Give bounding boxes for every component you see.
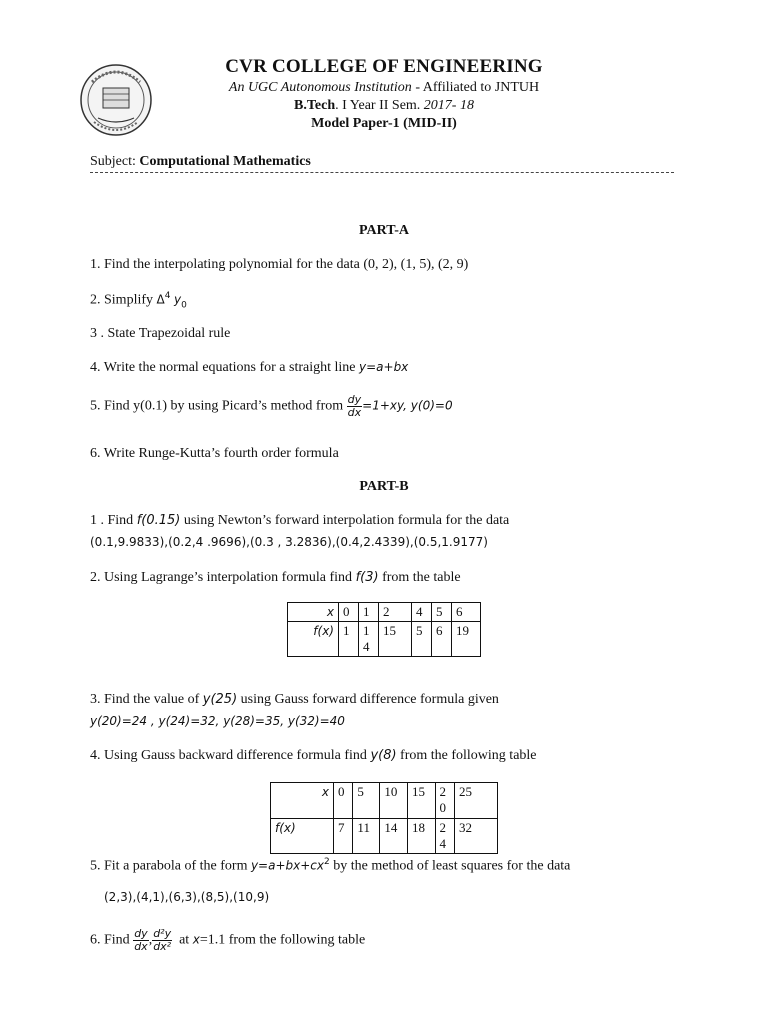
b-q5-b: by the method of least squares for the data [329, 858, 571, 874]
b-q6-variable: x [192, 932, 200, 947]
b-q6-at: at [172, 932, 193, 948]
table-header-fx: f(x) [288, 622, 339, 657]
b-q4-function: y(8) [370, 748, 397, 763]
b-q2-function: f(3) [355, 570, 379, 585]
table-cell: 25 [455, 783, 498, 819]
table-cell: 4 [412, 603, 432, 622]
b-q5-equation: y=a+bx+cx [250, 858, 324, 873]
q5-text: 5. Find y(0.1) by using Picard’s method from [90, 398, 347, 414]
b-q4-b: from the following table [396, 748, 537, 763]
table-row [288, 622, 481, 657]
b-q3-data: y(20)=24 , y(24)=32, y(28)=35, y(32)=40 [90, 714, 345, 728]
b-q6-a: 6. Find [90, 932, 134, 948]
lagrange-data-table [287, 602, 481, 657]
q5-equation: =1+xy, y(0)=0 [362, 398, 453, 413]
b-q3-b: using Gauss forward difference formula given [237, 692, 499, 707]
table-cell: 0 [339, 603, 359, 622]
subject-value: Computational Mathematics [139, 154, 311, 169]
q2-text: 2. Simplify [90, 292, 157, 308]
b-q6-comma: , [148, 932, 153, 948]
part-a-question-5 [90, 394, 453, 419]
affiliation: - Affiliated to JNTUH [411, 80, 540, 95]
table-header-x: x [288, 603, 339, 622]
subject-label: Subject: [90, 154, 140, 169]
part-a-question-2 [90, 291, 187, 310]
table-cell: 2 0 [435, 783, 454, 819]
table-cell: 15 [379, 622, 412, 657]
gauss-backward-table [270, 782, 498, 854]
paper-title: Model Paper-1 (MID-II) [311, 116, 457, 131]
part-a-question-1: 1. Find the interpolating polynomial for the data (0, 2), (1, 5), (2, 9) [90, 257, 469, 272]
part-a-question-3: 3 . State Trapezoidal rule [90, 326, 231, 341]
q4-equation: y=a+bx [359, 360, 409, 374]
b-q5-data: (2,3),(4,1),(6,3),(8,5),(10,9) [104, 890, 270, 904]
table-cell: 2 [379, 603, 412, 622]
part-a-question-6: 6. Write Runge-Kutta’s fourth order formula [90, 446, 339, 461]
part-b-question-5 [90, 857, 570, 875]
b-q4-a: 4. Using Gauss backward difference formula find [90, 748, 371, 763]
part-b-question-6 [90, 928, 365, 953]
table-cell: 1 [339, 622, 359, 657]
b-q1-b: using Newton’s forward interpolation formula for the data [180, 513, 510, 528]
b-q6-numerator-2: d²y [153, 927, 172, 940]
part-a-question-4 [90, 360, 408, 376]
table-cell: 1 [359, 603, 379, 622]
table-cell: 32 [455, 819, 498, 854]
b-q6-numerator-1: dy [134, 927, 148, 940]
affiliation-line [0, 80, 768, 96]
b-q5-superscript: 2 [324, 857, 330, 867]
subject-line [90, 154, 311, 170]
table-cell: 2 4 [435, 819, 454, 854]
table-cell: 6 [452, 603, 481, 622]
q5-numerator: dy [347, 393, 362, 406]
academic-year: 2017- 18 [423, 98, 474, 113]
part-b-question-2 [90, 570, 461, 586]
delta-symbol: Δ [156, 292, 165, 307]
b-q1-function: f(0.15) [136, 513, 181, 528]
b-q2-a: 2. Using Lagrange’s interpolation formula find [90, 570, 356, 585]
b-q6-second-derivative [152, 928, 172, 953]
b-q5-a: 5. Fit a parabola of the form [90, 858, 251, 874]
table-cell: 5 [412, 622, 432, 657]
table-cell: 18 [407, 819, 435, 854]
q2-subscript: 0 [181, 300, 187, 311]
table-cell: 1 4 [359, 622, 379, 657]
b-q6-denominator-2: dx² [153, 940, 172, 953]
college-name: CVR COLLEGE OF ENGINEERING [225, 56, 543, 77]
program: B.Tech [294, 98, 336, 113]
q2-variable: y [173, 292, 182, 307]
table-cell: 5 [432, 603, 452, 622]
b-q1-a: 1 . Find [90, 513, 137, 528]
part-b-question-1-data [90, 535, 488, 551]
semester: . I Year II Sem. [335, 98, 424, 113]
q5-denominator: dx [347, 406, 362, 419]
institution-type: An UGC Autonomous Institution [228, 80, 412, 95]
b-q3-function: y(25) [202, 692, 238, 707]
q5-derivative [347, 394, 363, 419]
table-cell: 6 [432, 622, 452, 657]
part-a-heading: PART-A [358, 223, 410, 238]
table-header-x: x [271, 783, 334, 819]
part-b-question-1 [90, 513, 509, 529]
program-line [0, 98, 768, 114]
b-q6-first-derivative [133, 928, 149, 953]
part-b-heading: PART-B [359, 479, 409, 494]
part-b-question-3 [90, 692, 499, 708]
b-q6-c: =1.1 from the following table [199, 932, 366, 948]
b-q2-b: from the table [378, 570, 461, 585]
dashed-divider [90, 172, 674, 173]
table-cell: 5 [353, 783, 380, 819]
table-cell: 7 [334, 819, 353, 854]
b-q3-a: 3. Find the value of [90, 692, 203, 707]
table-row [288, 603, 481, 622]
table-cell: 15 [407, 783, 435, 819]
table-cell: 14 [380, 819, 408, 854]
table-cell: 19 [452, 622, 481, 657]
b-q6-denominator-1: dx [134, 940, 148, 953]
q2-superscript: 4 [164, 291, 171, 301]
table-row [271, 783, 498, 819]
part-b-question-5-data [104, 890, 269, 906]
table-cell: 0 [334, 783, 353, 819]
table-row [271, 819, 498, 854]
part-b-question-4 [90, 748, 537, 764]
q4-text: 4. Write the normal equations for a straight line [90, 360, 359, 375]
part-b-question-3-data [90, 714, 345, 730]
table-cell: 11 [353, 819, 380, 854]
table-header-fx: f(x) [271, 819, 334, 854]
b-q1-data: (0.1,9.9833),(0.2,4 .9696),(0.3 , 3.2836),(0.4,2.4339),(0.5,1.9177) [90, 535, 488, 549]
table-cell: 10 [380, 783, 408, 819]
